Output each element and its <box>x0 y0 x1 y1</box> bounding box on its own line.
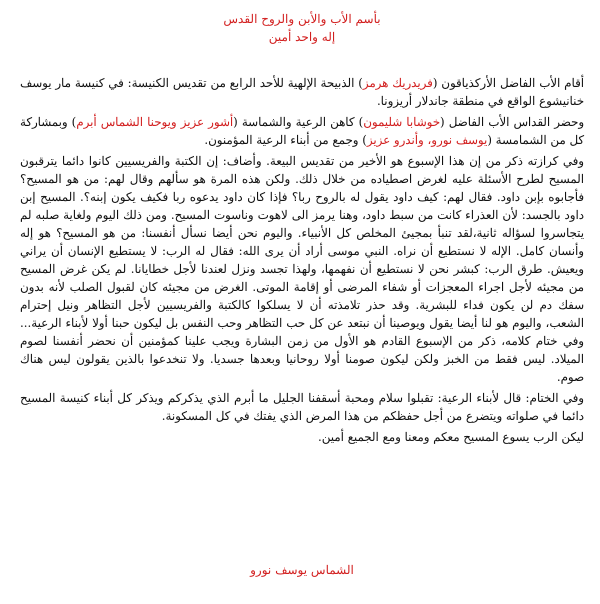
author-signature: الشماس يوسف نورو <box>250 563 354 577</box>
paragraph-mass-celebrant <box>20 74 584 110</box>
highlighted-name: أشور عزيز ويوحنا الشماس أبرم <box>76 115 234 129</box>
header-invocation: بأسم الأب والأبن والروح القدس <box>223 12 381 26</box>
header-one-god: إله واحد أمين <box>268 30 336 44</box>
paragraph-blessing: ليكن الرب يسوع المسيح معكم ومعنا ومع الجميع أمين. <box>317 430 584 444</box>
paragraph-text: ) وبمشاركة كل من الشمامسة ( <box>20 115 584 147</box>
paragraph-attendees <box>20 113 584 149</box>
paragraph-text: ) كاهن الرعية والشماسة ( <box>233 115 364 129</box>
article-body <box>18 74 586 446</box>
highlighted-name: يوسف نورو، وأندرو عزيز <box>366 133 488 147</box>
document-page <box>18 8 586 596</box>
paragraph-sermon: وفي كرازته ذكر من إن هذا الإسبوع هو الأخير من تقديس البيعة. وأضاف: إن الكتبة والفريسيين كانوا دائما يترقبون المسيح لطرح الأسئلة عليه لغرض اصطياده من خلال ذلك. ولكن هذه المرة هو سألهم وقال لهم: من هو المسيح؟ فأجابوه بإبن داود. فقال لهم: كيف داود يقول له بالروح ربا؟ فإذا كان داود يدعوه ربا فكيف يكون إبنه؟. المسيح إبن داود بالجسد: لأن العذراء كانت من سبط داود، وهنا يرمز الى لاهوت وناسوت المسيح. ومن ذلك اليوم ولغاية صلبه لم يتجاسروا لسؤاله ثانية،لقد تنبأ بمجيئ المخلص كل الأنبياء. واليوم نحن أيضا نسأل أنفسنا: من هو المسيح؟ هو إله وأنسان كامل. الإله لا نستطيع أن نراه. النبي موسى أراد أن يرى الله: فقال له الرب: لا يستطيع الإنسان أن يراني ويعيش. طرق الرب: كبشر نحن لا نستطيع أن نفهمها، ولهذا تجسد ونزل لعندنا لأجل خطايانا. لم يكن غرض المسيح من مجيئه لأجل اجراء المعجزات أو شفاء المرضى أو إقامة الموتى. الغرض من مجيئه كان لقبول الصلب لأنه بدون سفك دم لن يكون فداء للبشرية. وقد حذر تلامذته أن لا يسلكوا كالكتبة والفريسيين لأجل التظاهر ونيل إحترام الشعب، واليوم هو لنا أيضا يقول ويوصينا أن نبتعد عن كل حب التظاهر وحب النفس بل ليكون حبنا أولا لأبناء الرعية... وفي ختام كلامه، ذكر من الإسبوع القادم هو الأول من زمن البشارة ويجب علينا كمؤمنين أن نحضر أنفسنا لصوم الميلاد. ليس فقط من الخبز ولكن ليكون صومنا أولا روحانيا وبعدها جسديا. ولا تنخدعوا بالذين يقولون ليس هناك صوم. <box>20 154 585 384</box>
paragraph-text: ) الذبيحة الإلهية للأحد الرابع من تقديس الكنيسة: في كنيسة مار يوسف خنانيشوع الواقع في منطقة جاندلار أريزونا. <box>20 76 584 108</box>
paragraph-closing: وفي الختام: قال لأبناء الرعية: تقبلوا سلام ومحبة أسقفنا الجليل ما أبرم الذي يذكركم ويذكر كل أبناء كنيسة المسيح دائما في صلواته ويتضرع من أجل حفظكم من هذا المرض الذي يفتك في كل المسكونة. <box>20 391 584 423</box>
paragraph-text: وحضر القداس الأب الفاضل ( <box>440 115 585 129</box>
highlighted-name: خوشابا شليمون <box>363 115 441 129</box>
paragraph-text: أقام الأب الفاضل الأركذياقون ( <box>432 76 584 90</box>
paragraph-text: ) وجمع من أبناء الرعية المؤمنون. <box>204 133 367 147</box>
document-header <box>18 10 586 46</box>
highlighted-name: فريدريك هرمز <box>362 76 433 90</box>
